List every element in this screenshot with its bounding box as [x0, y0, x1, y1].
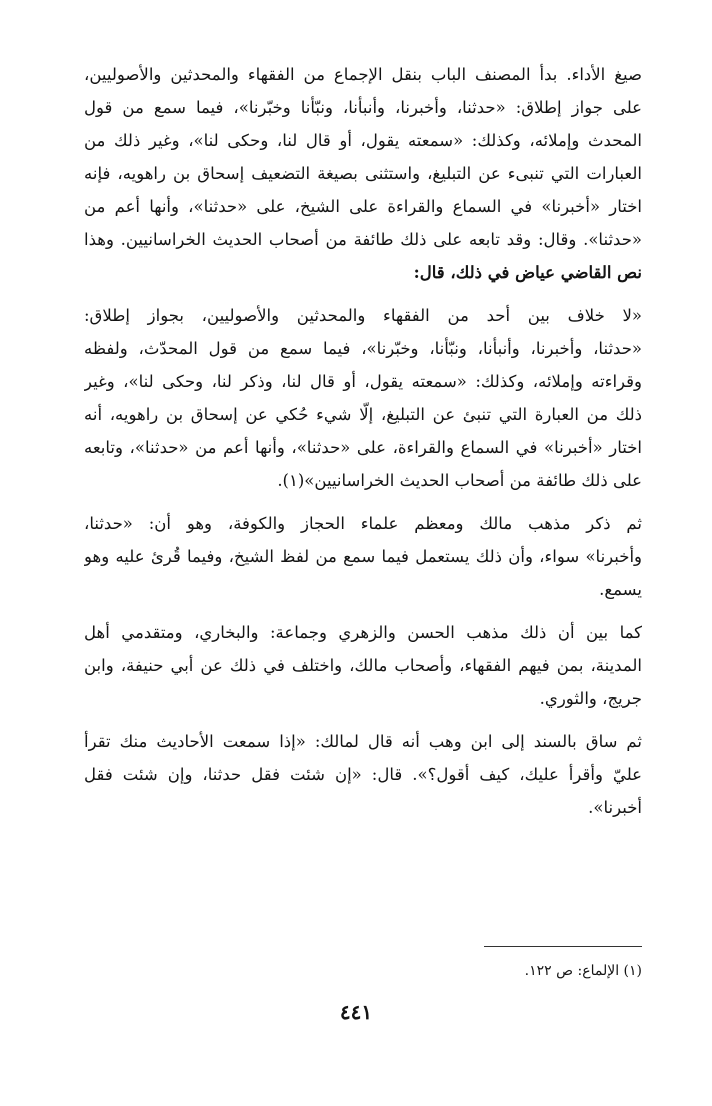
text-line: ثم ساق بالسند إلى ابن وهب أنه قال لمالك: «إذا سمعت الأحاديث منك تقرأ: [84, 732, 642, 751]
paragraph-5: [84, 725, 642, 824]
text-line: جريج، والثوري.: [539, 689, 642, 708]
text-line: المدينة، بمن فيهم الفقهاء، وأصحاب مالك، واختلف في ذلك عن أبي حنيفة، وابن: [84, 656, 642, 675]
text-line: «حدثنا». وقال: وقد تابعه على ذلك طائفة من أصحاب الحديث الخراسانيين. وهذا: [84, 230, 642, 249]
text-line: عليّ وأقرأ عليك، كيف أقول؟». قال: «إن شئت فقل حدثنا، وإن شئت فقل: [84, 765, 642, 784]
text-line: ذلك من العبارة التي تنبئ عن التبليغ، إلّا شيء حُكي عن إسحاق بن راهويه، أنه: [84, 405, 642, 424]
quoted-passage: [84, 299, 642, 497]
text-line: كما بين أن ذلك مذهب الحسن والزهري وجماعة: والبخاري، ومتقدمي أهل: [84, 623, 642, 642]
footnote: (١) الإلماع: ص ١٢٢.: [524, 963, 642, 979]
text-line: اختار «أخبرنا» في السماع والقراءة، على «حدثنا»، وأنها أعم من «حدثنا»، وتابعه: [84, 438, 642, 457]
text-line: أخبرنا».: [588, 798, 642, 817]
text-line: على جواز إطلاق: «حدثنا، وأخبرنا، وأنبأنا، ونبّأنا وخبّرنا»، فيما سمع من قول: [84, 98, 642, 117]
text-line: صيغ الأداء. بدأ المصنف الباب بنقل الإجماع من الفقهاء والمحدثين والأصوليين،: [84, 65, 642, 84]
text-line: «لا خلاف بين أحد من الفقهاء والمحدثين والأصوليين، بجواز إطلاق:: [84, 306, 642, 325]
paragraph-1: [84, 58, 642, 289]
text-line: يسمع.: [599, 580, 642, 599]
text-line: «حدثنا، وأخبرنا، وأنبأنا، ونبّأنا، وخبّرنا»، فيما سمع من قول المحدّث، ولفظه: [84, 339, 642, 358]
page-number: ٤٤١: [339, 1000, 373, 1024]
paragraph-4: [84, 616, 642, 715]
text-line: العبارات التي تنبىء عن التبليغ، واستثنى بصيغة التضعيف إسحاق بن راهويه، فإنه: [84, 164, 642, 183]
main-text: [84, 58, 642, 824]
text-line: ثم ذكر مذهب مالك ومعظم علماء الحجاز والكوفة، وهو أن: «حدثنا،: [84, 514, 642, 533]
paragraph-3: [84, 507, 642, 606]
text-line: المحدث وإملائه، وكذلك: «سمعته يقول، أو قال لنا، وحكى لنا»، وغير ذلك من: [84, 131, 642, 150]
text-line: اختار «أخبرنا» في السماع والقراءة على الشيخ، على «حدثنا»، وأنها أعم من: [84, 197, 642, 216]
text-line: وقراءته وإملائه، وكذلك: «سمعته يقول، أو قال لنا، وذكر لنا، وحكى لنا»، وغير: [84, 372, 642, 391]
text-line-bold: نص القاضي عياض في ذلك، قال:: [413, 263, 642, 282]
text-line: على ذلك طائفة من أصحاب الحديث الخراسانيين»(١).: [277, 471, 642, 490]
text-line: وأخبرنا» سواء، وأن ذلك يستعمل فيما سمع من لفظ الشيخ، وفيما قُرئ عليه وهو: [84, 547, 642, 566]
footnote-divider: [484, 946, 642, 947]
